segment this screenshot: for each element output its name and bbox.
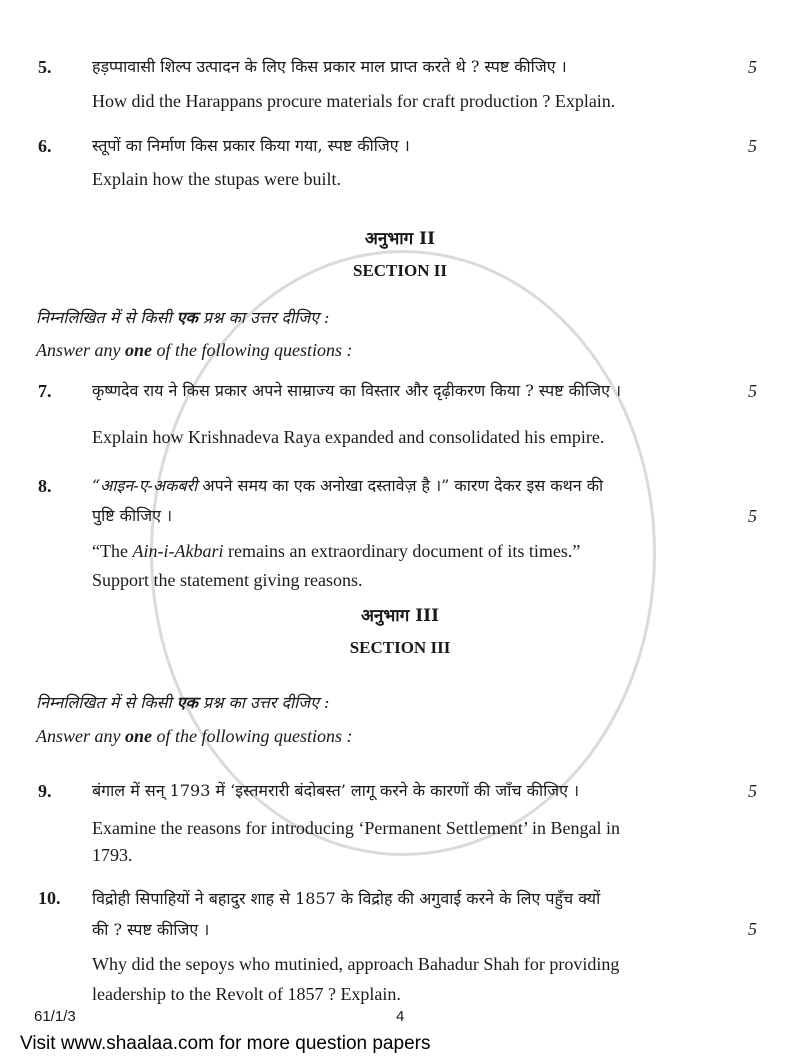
question-paper <box>0 56 800 1009</box>
question-marks: 5 <box>748 781 757 801</box>
question-number: 8. <box>38 476 52 496</box>
visit-link[interactable]: Visit www.shaalaa.com for more question papers <box>20 1033 431 1054</box>
question-hindi: स्तूपों का निर्माण किस प्रकार किया गया, स्पष्ट कीजिए । <box>92 136 410 155</box>
question-hindi: कृष्णदेव राय ने किस प्रकार अपने साम्राज्य का विस्तार और दृढ़ीकरण किया ? स्पष्ट कीजिए । <box>92 381 622 400</box>
question-english: Examine the reasons for introducing ‘Permanent Settlement’ in Bengal in <box>92 818 621 838</box>
section-title: SECTION II <box>352 261 447 280</box>
question-hindi-line2: पुष्टि कीजिए । <box>92 506 173 525</box>
question-number: 7. <box>38 381 52 401</box>
section-title: SECTION III <box>349 638 451 657</box>
question-row <box>0 380 800 402</box>
question-english: How did the Harappans procure materials for craft production ? Explain. <box>92 91 616 111</box>
question-number: 10. <box>38 888 61 908</box>
question-english-block <box>0 949 800 1009</box>
question-number: 6. <box>38 136 52 156</box>
section-instruction: Answer any one of the following questions : <box>36 340 353 360</box>
question-english-line2: 1793. <box>92 845 133 865</box>
question-english-line2: leadership to the Revolt of 1857 ? Explain. <box>92 984 401 1004</box>
question-hindi: “आइन-ए-अकबरी अपने समय का एक अनोखा दस्तावेज़ है ।” कारण देकर इस कथन की <box>92 476 604 495</box>
section-title-hindi: अनुभाग III <box>360 606 440 626</box>
question-english: Explain how Krishnadeva Raya expanded and consolidated his empire. <box>92 427 605 447</box>
question-hindi: विद्रोही सिपाहियों ने बहादुर शाह से 1857 के विद्रोह की अगुवाई करने के लिए पहुँच क्यों <box>92 889 601 908</box>
question-row <box>0 135 800 157</box>
question-marks: 5 <box>748 57 757 77</box>
question-marks: 5 <box>748 136 757 156</box>
question-english-block <box>0 537 800 595</box>
question-english-line2: Support the statement giving reasons. <box>92 570 363 590</box>
question-row <box>0 56 800 78</box>
question-row <box>0 780 800 802</box>
question-english: “The Ain-i-Akbari remains an extraordinary document of its times.” <box>92 541 581 561</box>
question-english-block <box>0 815 800 869</box>
page-number: 4 <box>396 1008 405 1025</box>
section-instruction-hindi: निम्नलिखित में से किसी एक प्रश्न का उत्तर दीजिए : <box>36 693 330 712</box>
section-instruction-hindi: निम्नलिखित में से किसी एक प्रश्न का उत्तर दीजिए : <box>36 308 330 327</box>
question-english: Why did the sepoys who mutinied, approach Bahadur Shah for providing <box>92 954 620 974</box>
question-number: 5. <box>38 57 52 77</box>
section-instruction: Answer any one of the following questions : <box>36 726 353 746</box>
question-marks: 5 <box>748 919 757 939</box>
question-row <box>0 471 800 531</box>
question-marks: 5 <box>748 506 757 526</box>
section-title-hindi: अनुभाग II <box>364 229 436 249</box>
question-marks: 5 <box>748 381 757 401</box>
question-number: 9. <box>38 781 52 801</box>
paper-code: 61/1/3 <box>34 1008 76 1025</box>
question-row <box>0 883 800 945</box>
question-hindi-line2: की ? स्पष्ट कीजिए । <box>92 920 210 939</box>
question-hindi: हड़प्पावासी शिल्प उत्पादन के लिए किस प्रकार माल प्राप्त करते थे ? स्पष्ट कीजिए । <box>92 57 567 76</box>
question-hindi: बंगाल में सन् 1793 में ‘इस्तमरारी बंदोबस्त’ लागू करने के कारणों की जाँच कीजिए । <box>92 781 580 800</box>
question-english: Explain how the stupas were built. <box>92 169 341 189</box>
